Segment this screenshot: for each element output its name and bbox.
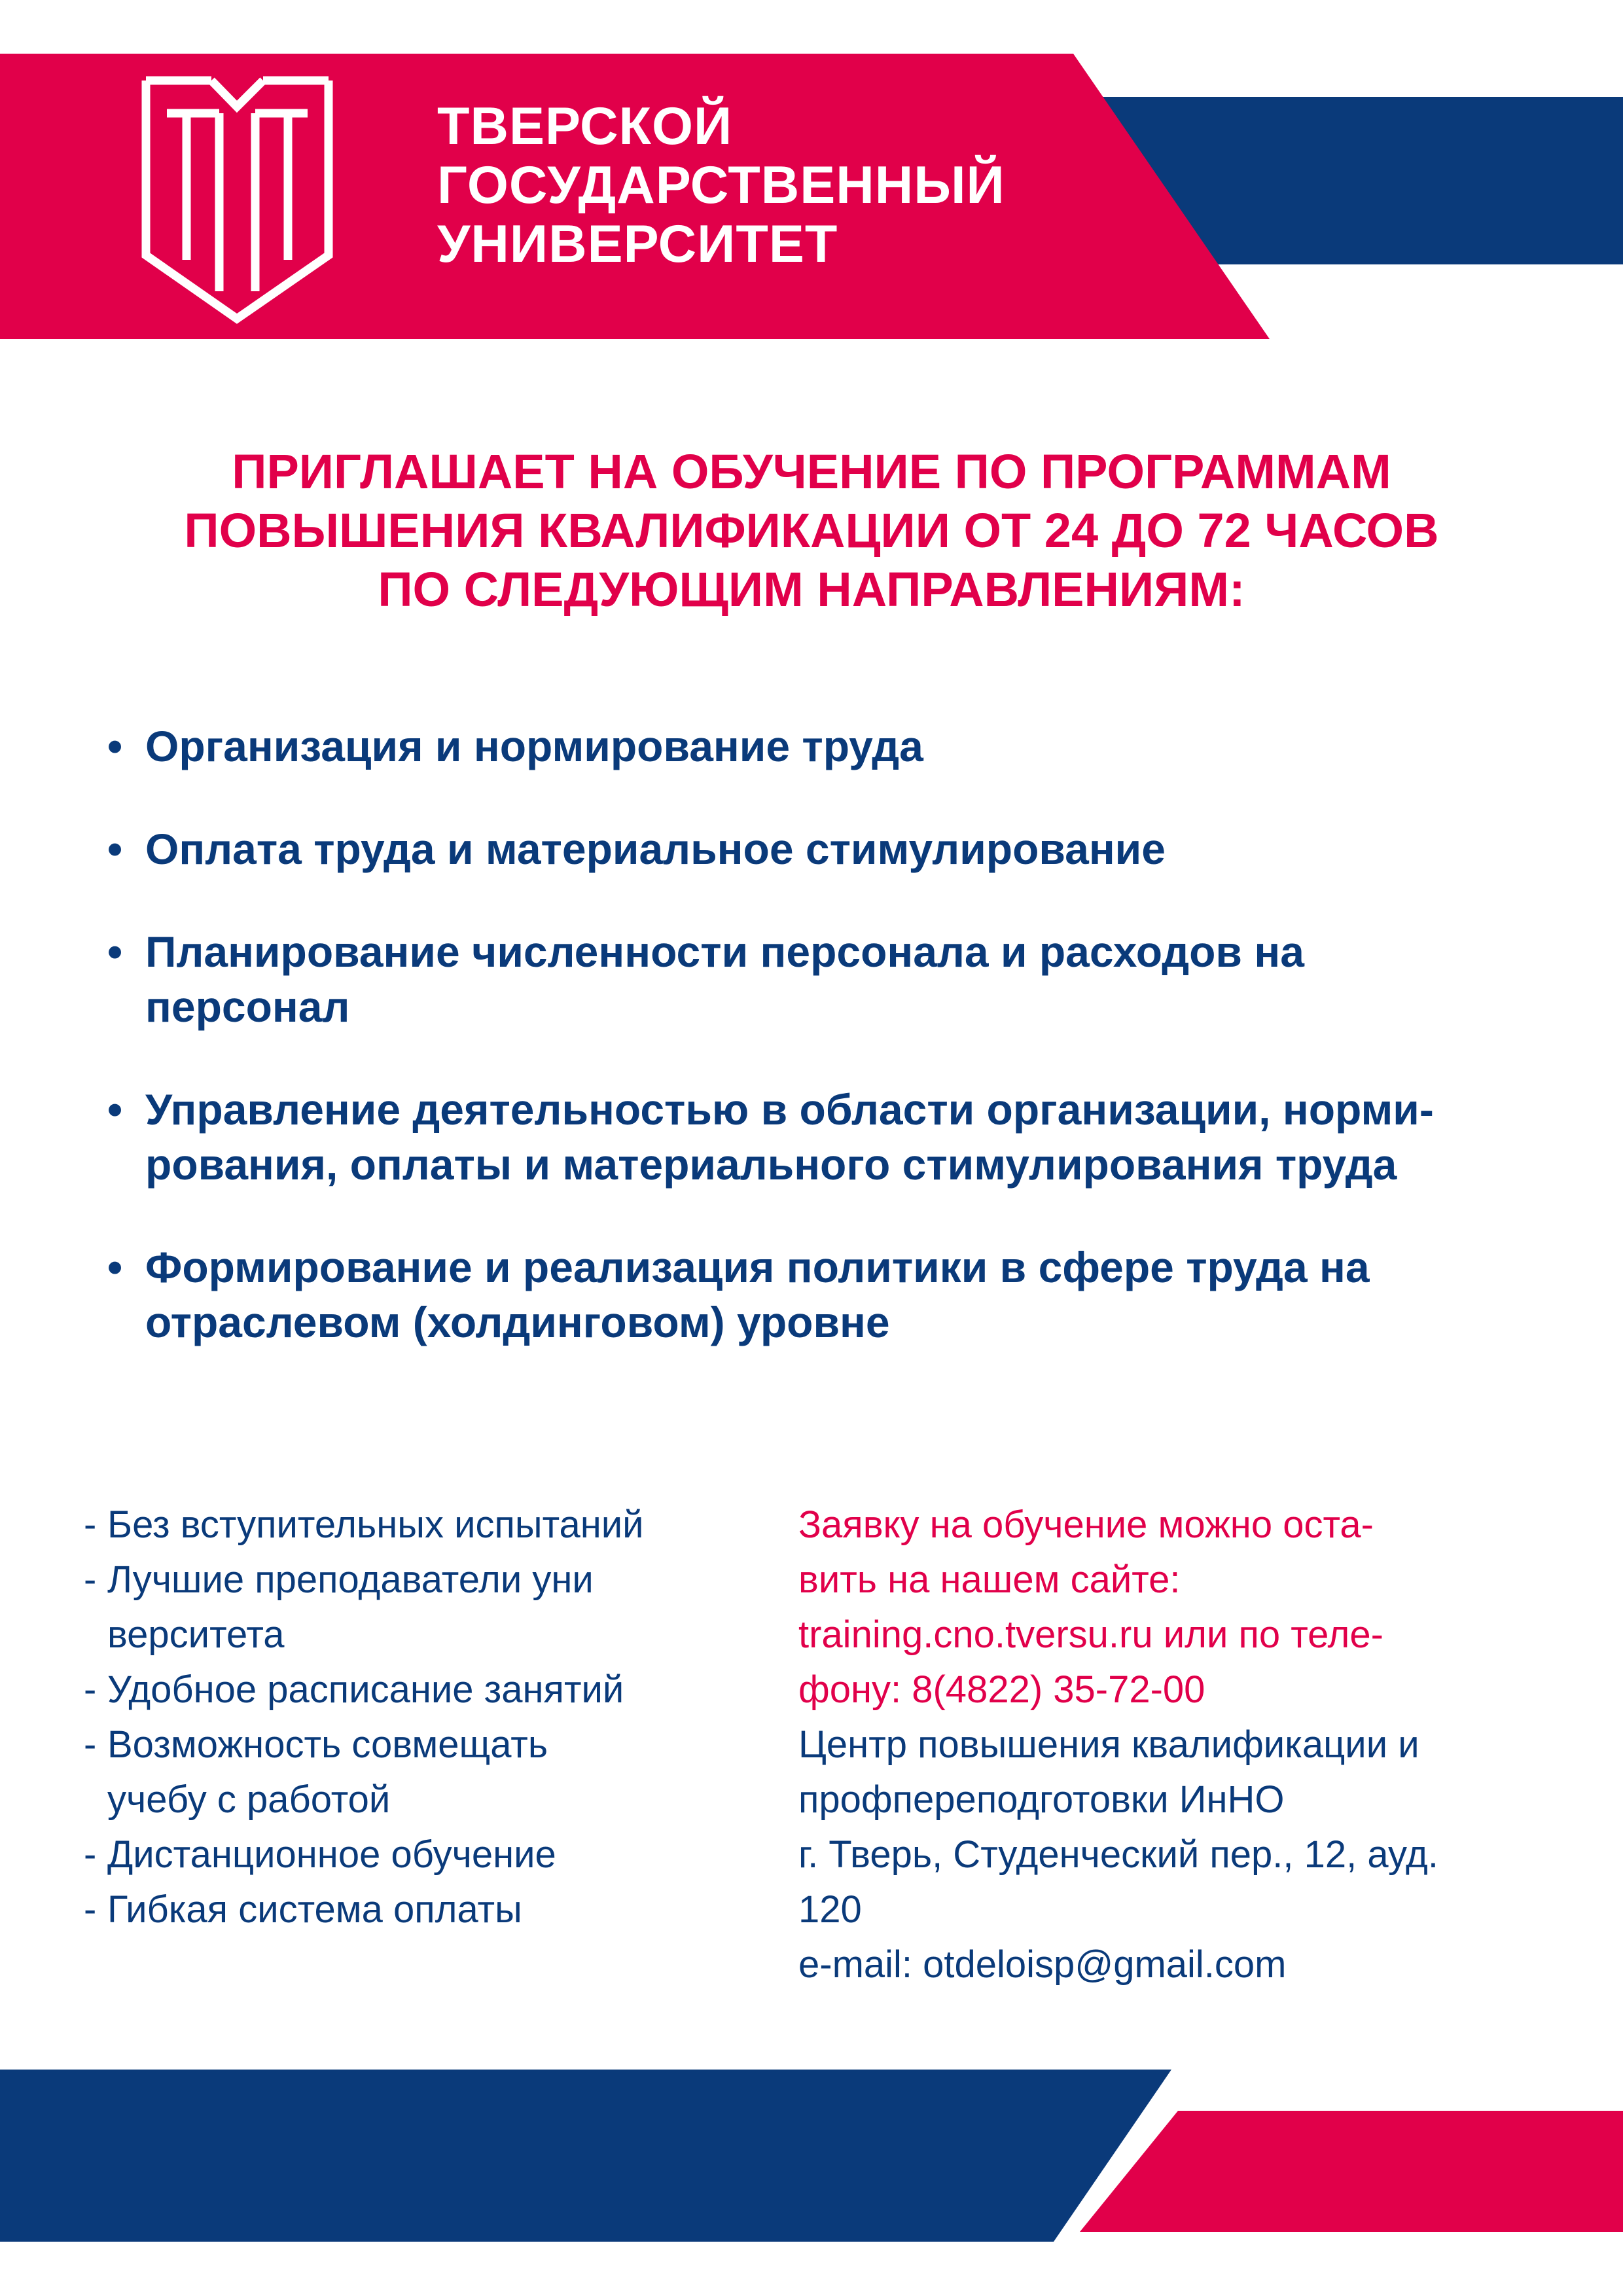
footer-red-stripe	[1080, 2111, 1623, 2232]
university-name-line3: УНИВЕРСИТЕТ	[437, 215, 838, 274]
dash-icon: -	[84, 1558, 97, 1601]
website-link[interactable]: training.cno.tversu.ru или по теле-	[798, 1613, 1383, 1656]
headline-line2: ПОВЫШЕНИЯ КВАЛИФИКАЦИИ ОТ 24 ДО 72 ЧАСОВ	[184, 503, 1439, 558]
tversu-shield-logo-icon	[141, 75, 334, 324]
direction-item	[105, 1240, 1558, 1350]
benefit-item	[84, 1827, 771, 1882]
university-name-line2: ГОСУДАРСТВЕННЫЙ	[437, 156, 1005, 215]
application-text: Заявку на обучение можно оста-	[798, 1503, 1374, 1546]
headline-line1: ПРИГЛАШАЕТ НА ОБУЧЕНИЕ ПО ПРОГРАММАМ	[232, 444, 1391, 499]
dash-icon: -	[84, 1668, 97, 1711]
phone-number[interactable]: фону: 8(4822) 35-72-00	[798, 1668, 1205, 1711]
direction-text: Оплата труда и материальное стимулирование	[145, 825, 1166, 873]
address-text: 120	[798, 1888, 862, 1931]
center-info	[798, 1717, 1597, 1992]
dash-icon: -	[84, 1888, 97, 1931]
bullet-icon: •	[107, 825, 123, 873]
direction-text: Планирование численности персонала и расходов на	[145, 927, 1304, 976]
direction-text: рования, оплаты и материального стимулирования труда	[145, 1140, 1397, 1189]
benefit-text: Удобное расписание занятий	[107, 1668, 624, 1711]
headline-line3: ПО СЛЕДУЮЩИМ НАПРАВЛЕНИЯМ:	[378, 562, 1245, 617]
benefit-text: Возможность совмещать	[107, 1723, 548, 1766]
application-info	[798, 1498, 1597, 1717]
bullet-icon: •	[107, 722, 123, 770]
direction-text: Формирование и реализация политики в сфере труда на	[145, 1243, 1370, 1291]
benefits-list	[84, 1498, 771, 1937]
direction-text: Организация и нормирование труда	[145, 722, 923, 770]
university-name	[437, 97, 1005, 274]
benefit-text: верситета	[107, 1613, 285, 1656]
center-text: Центр повышения квалификации и	[798, 1723, 1419, 1766]
benefit-item	[84, 1882, 771, 1937]
benefit-text: учебу с работой	[107, 1778, 391, 1821]
benefit-item	[84, 1498, 771, 1552]
direction-item	[105, 1082, 1558, 1192]
footer-blue-banner	[0, 2070, 1171, 2242]
email-link[interactable]: e-mail: otdeloisp@gmail.com	[798, 1943, 1287, 1986]
bullet-icon: •	[107, 927, 123, 976]
direction-text: персонал	[145, 982, 350, 1031]
bullet-icon: •	[107, 1085, 123, 1134]
dash-icon: -	[84, 1833, 97, 1876]
direction-item	[105, 821, 1558, 876]
invitation-headline	[0, 442, 1623, 619]
direction-item	[105, 924, 1558, 1034]
dash-icon: -	[84, 1723, 97, 1766]
direction-text: Управление деятельностью в области организации, норми-	[145, 1085, 1434, 1134]
benefit-item	[84, 1662, 771, 1717]
benefit-text: Дистанционное обучение	[107, 1833, 556, 1876]
benefit-item	[84, 1717, 771, 1827]
bullet-icon: •	[107, 1243, 123, 1291]
center-text: профпереподготовки ИнНО	[798, 1778, 1285, 1821]
address-text: г. Тверь, Студенческий пер., 12, ауд.	[798, 1833, 1439, 1876]
benefit-text: Без вступительных испытаний	[107, 1503, 644, 1546]
contact-block	[798, 1498, 1597, 1992]
application-text: вить на нашем сайте:	[798, 1558, 1181, 1601]
direction-text: отраслевом (холдинговом) уровне	[145, 1298, 890, 1346]
benefit-item	[84, 1552, 771, 1662]
benefit-text: Гибкая система оплаты	[107, 1888, 522, 1931]
directions-list	[105, 719, 1558, 1350]
university-name-line1: ТВЕРСКОЙ	[437, 97, 733, 156]
benefit-text: Лучшие преподаватели уни	[107, 1558, 594, 1601]
direction-item	[105, 719, 1558, 774]
dash-icon: -	[84, 1503, 97, 1546]
